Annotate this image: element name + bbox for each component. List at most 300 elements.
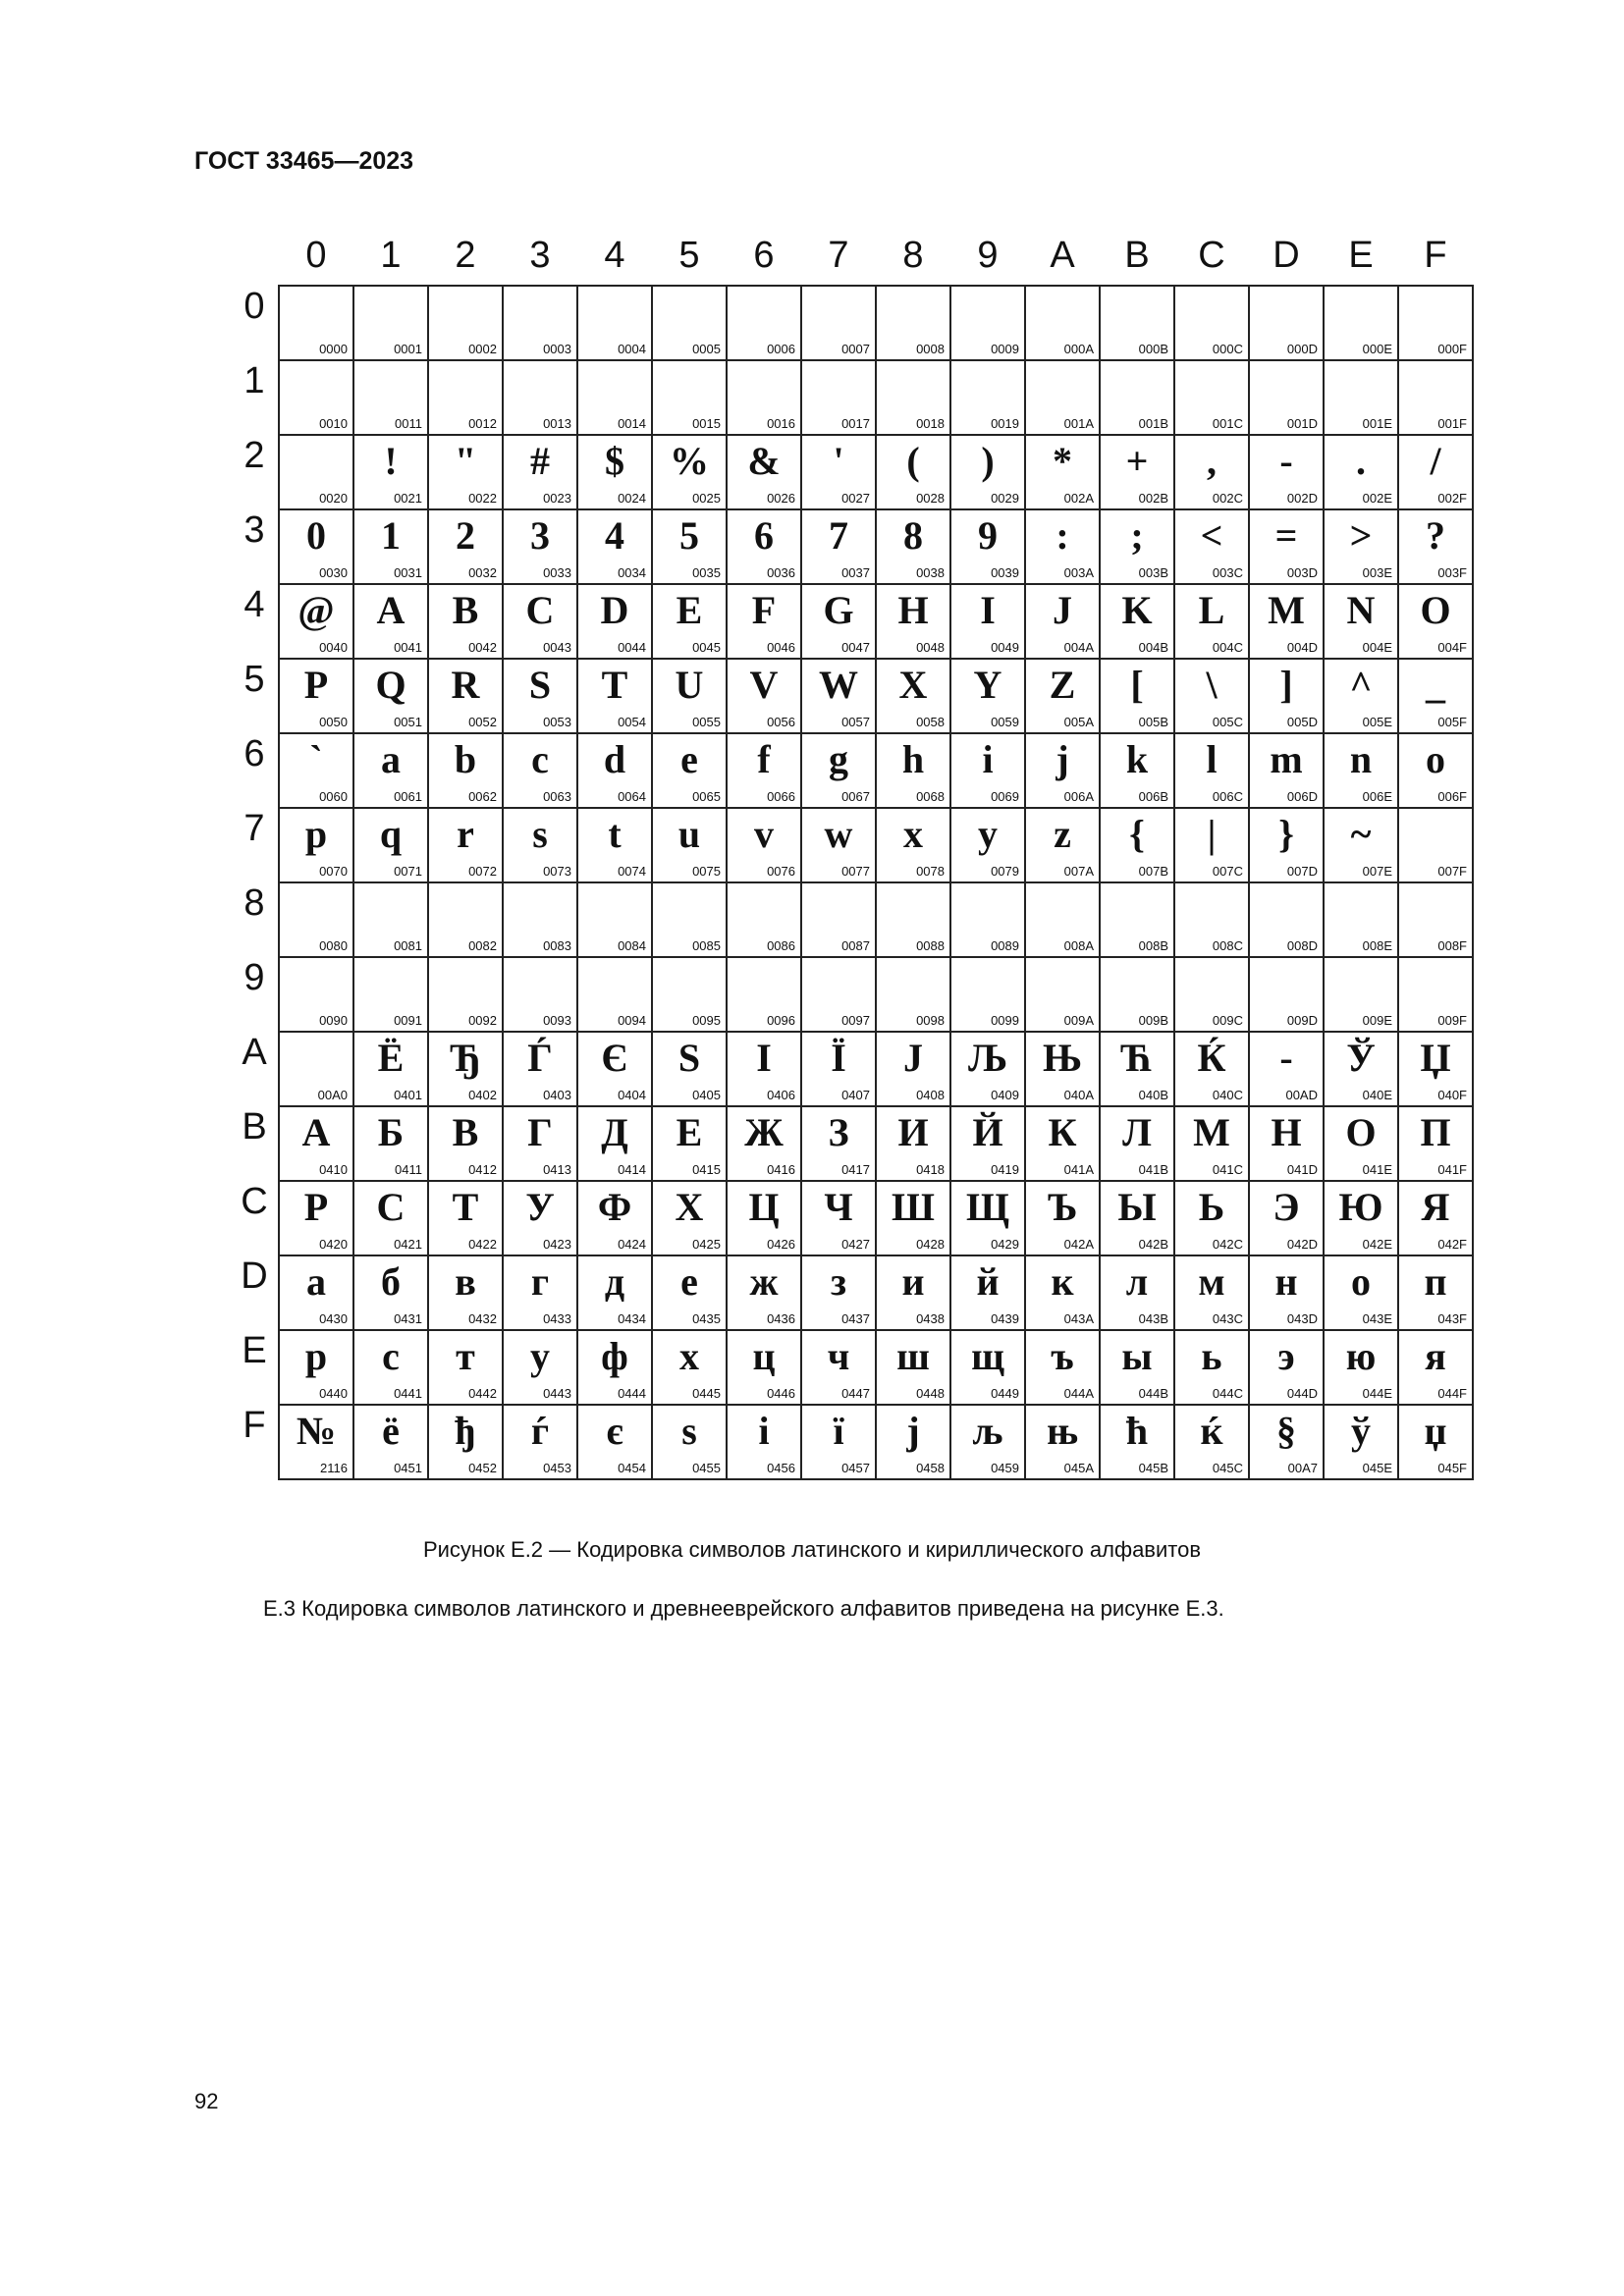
character-code: 0457 <box>841 1461 870 1475</box>
code-cell <box>280 1182 354 1256</box>
character-code: 0035 <box>692 565 721 580</box>
code-cell <box>1250 1406 1325 1480</box>
character-glyph: ћ <box>1125 1409 1149 1453</box>
character-glyph: ф <box>601 1334 628 1378</box>
character-glyph: B <box>452 588 479 632</box>
character-code: 041C <box>1212 1162 1243 1177</box>
code-cell <box>951 958 1026 1033</box>
character-code: 005E <box>1362 715 1392 729</box>
character-code: 0048 <box>916 640 945 655</box>
character-code: 0075 <box>692 864 721 879</box>
character-code: 000F <box>1437 342 1467 356</box>
character-code: 006C <box>1212 789 1243 804</box>
code-cell <box>504 1256 578 1331</box>
character-code: 005B <box>1138 715 1168 729</box>
code-cell <box>280 361 354 436</box>
character-glyph: I <box>980 588 996 632</box>
character-glyph: r <box>457 812 474 856</box>
character-code: 0085 <box>692 938 721 953</box>
character-code: 006B <box>1138 789 1168 804</box>
character-glyph: , <box>1207 439 1217 483</box>
character-code: 042D <box>1286 1237 1318 1252</box>
code-cell <box>877 436 951 510</box>
code-cell <box>1250 809 1325 883</box>
code-cell <box>429 734 504 809</box>
character-code: 0424 <box>618 1237 646 1252</box>
character-code: 041A <box>1063 1162 1094 1177</box>
column-header: E <box>1348 235 1374 276</box>
character-code: 0414 <box>618 1162 646 1177</box>
code-cell <box>578 958 653 1033</box>
character-code: 045B <box>1138 1461 1168 1475</box>
row-header: 1 <box>244 360 265 401</box>
character-code: 0093 <box>543 1013 571 1028</box>
character-glyph: ] <box>1279 663 1293 707</box>
code-cell <box>354 287 429 361</box>
character-code: 045C <box>1212 1461 1243 1475</box>
character-code: 041E <box>1362 1162 1392 1177</box>
code-cell <box>1250 660 1325 734</box>
code-cell <box>1101 1182 1175 1256</box>
code-cell <box>280 809 354 883</box>
character-code: 0060 <box>319 789 348 804</box>
code-cell <box>951 660 1026 734</box>
character-code: 005C <box>1212 715 1243 729</box>
character-code: 0417 <box>841 1162 870 1177</box>
code-cell <box>653 510 728 585</box>
character-glyph: C <box>525 588 555 632</box>
code-cell <box>1325 436 1399 510</box>
character-glyph: ї <box>833 1409 844 1453</box>
code-cell <box>877 287 951 361</box>
code-cell <box>802 1331 877 1406</box>
character-glyph: q <box>379 812 403 856</box>
character-code: 004A <box>1063 640 1094 655</box>
character-code: 0036 <box>767 565 795 580</box>
character-code: 0402 <box>468 1088 497 1102</box>
character-glyph: Х <box>675 1185 704 1229</box>
column-header: 4 <box>604 235 625 276</box>
code-cell <box>1101 883 1175 958</box>
code-cell <box>1101 510 1175 585</box>
character-glyph: l <box>1206 737 1218 781</box>
code-cell <box>1325 510 1399 585</box>
character-glyph: х <box>679 1334 699 1378</box>
character-code: 0056 <box>767 715 795 729</box>
code-cell <box>653 436 728 510</box>
character-glyph: р <box>304 1334 328 1378</box>
character-glyph: ( <box>906 439 920 483</box>
character-glyph: Г <box>527 1110 553 1154</box>
row-header: 6 <box>244 733 265 774</box>
character-code: 0418 <box>916 1162 945 1177</box>
code-cell <box>951 1033 1026 1107</box>
code-cell <box>1399 361 1474 436</box>
character-glyph: ё <box>382 1409 400 1453</box>
code-cell <box>578 809 653 883</box>
character-code: 0031 <box>394 565 422 580</box>
code-cell <box>578 660 653 734</box>
character-code: 001E <box>1362 416 1392 431</box>
code-cell <box>1175 809 1250 883</box>
code-cell <box>1250 734 1325 809</box>
column-header: C <box>1198 235 1225 276</box>
character-code: 0078 <box>916 864 945 879</box>
code-cell <box>1399 809 1474 883</box>
code-cell <box>429 287 504 361</box>
character-code: 0453 <box>543 1461 571 1475</box>
character-code: 0003 <box>543 342 571 356</box>
code-cell <box>1399 734 1474 809</box>
character-code: 0434 <box>618 1311 646 1326</box>
code-cell <box>504 660 578 734</box>
character-code: 0038 <box>916 565 945 580</box>
code-cell <box>877 958 951 1033</box>
code-cell <box>1325 361 1399 436</box>
character-glyph: _ <box>1426 663 1445 707</box>
code-cell <box>1325 660 1399 734</box>
code-cell <box>877 510 951 585</box>
character-code: 0063 <box>543 789 571 804</box>
character-code: 0022 <box>468 491 497 506</box>
character-code: 0059 <box>991 715 1019 729</box>
code-cell <box>1026 809 1101 883</box>
character-code: 008B <box>1138 938 1168 953</box>
character-code: 0073 <box>543 864 571 879</box>
character-code: 000E <box>1362 342 1392 356</box>
character-glyph: } <box>1278 812 1294 856</box>
character-glyph: ) <box>981 439 995 483</box>
character-code: 003B <box>1138 565 1168 580</box>
code-cell <box>1399 436 1474 510</box>
character-glyph: ` <box>309 737 323 781</box>
code-cell <box>802 361 877 436</box>
character-glyph: в <box>455 1259 476 1304</box>
character-code: 0092 <box>468 1013 497 1028</box>
character-glyph: Ї <box>831 1036 846 1080</box>
code-cell <box>1026 734 1101 809</box>
character-code: 0015 <box>692 416 721 431</box>
character-code: 005F <box>1437 715 1467 729</box>
code-cell <box>429 1406 504 1480</box>
code-cell <box>578 585 653 660</box>
character-glyph: Р <box>303 1185 329 1229</box>
code-cell <box>1175 287 1250 361</box>
code-cell <box>1250 1033 1325 1107</box>
code-cell <box>1026 361 1101 436</box>
character-glyph: o <box>1426 737 1445 781</box>
character-code: 042F <box>1437 1237 1467 1252</box>
character-code: 008A <box>1063 938 1094 953</box>
code-cell <box>1026 1406 1101 1480</box>
code-cell <box>1325 883 1399 958</box>
character-code: 001C <box>1212 416 1243 431</box>
code-cell <box>1175 1331 1250 1406</box>
character-code: 041F <box>1437 1162 1467 1177</box>
character-glyph: А <box>301 1110 331 1154</box>
character-code: 044E <box>1362 1386 1392 1401</box>
column-header: F <box>1424 235 1447 276</box>
character-glyph: Н <box>1271 1110 1302 1154</box>
code-cell <box>653 809 728 883</box>
character-glyph: a <box>381 737 401 781</box>
character-code: 0423 <box>543 1237 571 1252</box>
character-glyph: м <box>1198 1259 1225 1304</box>
character-code: 004D <box>1286 640 1318 655</box>
character-glyph: щ <box>971 1334 1004 1378</box>
code-cell <box>429 585 504 660</box>
character-glyph: ѕ <box>681 1409 697 1453</box>
code-cell <box>280 436 354 510</box>
code-cell <box>1175 1182 1250 1256</box>
code-cell <box>653 883 728 958</box>
code-grid <box>278 285 1474 1480</box>
character-code: 0432 <box>468 1311 497 1326</box>
code-cell <box>1175 361 1250 436</box>
character-code: 0091 <box>394 1013 422 1028</box>
character-code: 0014 <box>618 416 646 431</box>
code-cell <box>877 660 951 734</box>
code-cell <box>951 1107 1026 1182</box>
character-code: 009B <box>1138 1013 1168 1028</box>
code-cell <box>578 287 653 361</box>
character-glyph: . <box>1356 439 1366 483</box>
code-cell <box>578 436 653 510</box>
character-code: 045A <box>1063 1461 1094 1475</box>
code-cell <box>1399 1406 1474 1480</box>
character-code: 0411 <box>395 1162 422 1177</box>
column-header: 5 <box>678 235 700 276</box>
code-cell <box>653 958 728 1033</box>
character-code: 0049 <box>991 640 1019 655</box>
character-glyph: 8 <box>903 513 923 558</box>
character-code: 0458 <box>916 1461 945 1475</box>
character-code: 043A <box>1063 1311 1094 1326</box>
character-glyph: ў <box>1351 1409 1371 1453</box>
code-cell <box>1101 287 1175 361</box>
character-code: 0459 <box>991 1461 1019 1475</box>
character-glyph: В <box>452 1110 479 1154</box>
code-cell <box>1026 1256 1101 1331</box>
code-cell <box>802 809 877 883</box>
code-cell <box>802 436 877 510</box>
code-cell <box>504 883 578 958</box>
code-cell <box>802 883 877 958</box>
character-glyph: c <box>531 737 549 781</box>
character-glyph: ' <box>833 439 844 483</box>
character-code: 040A <box>1063 1088 1094 1102</box>
code-cell <box>1399 1331 1474 1406</box>
code-cell <box>1175 660 1250 734</box>
code-cell <box>280 958 354 1033</box>
character-code: 0072 <box>468 864 497 879</box>
column-header: D <box>1272 235 1300 276</box>
character-glyph: W <box>819 663 858 707</box>
code-cell <box>578 1033 653 1107</box>
character-code: 0070 <box>319 864 348 879</box>
code-cell <box>1399 1107 1474 1182</box>
character-glyph: u <box>677 812 701 856</box>
code-cell <box>728 883 802 958</box>
code-cell <box>877 361 951 436</box>
column-header: 1 <box>380 235 402 276</box>
character-code: 0083 <box>543 938 571 953</box>
character-code: 0407 <box>841 1088 870 1102</box>
character-glyph: ч <box>827 1334 850 1378</box>
character-code: 0008 <box>916 342 945 356</box>
code-cell <box>802 1033 877 1107</box>
character-code: 0409 <box>991 1088 1019 1102</box>
code-cell <box>802 958 877 1033</box>
code-cell <box>429 510 504 585</box>
character-code: 0013 <box>543 416 571 431</box>
row-header: A <box>242 1032 267 1073</box>
character-glyph: Ј <box>903 1036 923 1080</box>
code-cell <box>1399 660 1474 734</box>
character-code: 008F <box>1437 938 1467 953</box>
character-glyph: h <box>901 737 925 781</box>
character-code: 0427 <box>841 1237 870 1252</box>
character-glyph: E <box>676 588 703 632</box>
code-cell <box>354 510 429 585</box>
code-cell <box>1101 436 1175 510</box>
code-cell <box>1026 1331 1101 1406</box>
code-cell <box>653 734 728 809</box>
code-cell <box>877 1331 951 1406</box>
code-cell <box>354 436 429 510</box>
code-cell <box>728 1406 802 1480</box>
character-glyph: ъ <box>1051 1334 1074 1378</box>
code-cell <box>653 1331 728 1406</box>
code-cell <box>1250 1256 1325 1331</box>
code-cell <box>728 660 802 734</box>
character-code: 0050 <box>319 715 348 729</box>
code-cell <box>1101 734 1175 809</box>
code-cell <box>1325 287 1399 361</box>
code-cell <box>1026 436 1101 510</box>
code-cell <box>354 883 429 958</box>
character-glyph: w <box>824 812 853 856</box>
row-header: 5 <box>244 659 265 700</box>
code-cell <box>578 1107 653 1182</box>
character-code: 0006 <box>767 342 795 356</box>
character-code: 0454 <box>618 1461 646 1475</box>
code-cell <box>653 1406 728 1480</box>
character-code: 0037 <box>841 565 870 580</box>
code-cell <box>504 510 578 585</box>
character-code: 0030 <box>319 565 348 580</box>
code-cell <box>280 585 354 660</box>
character-code: 0440 <box>319 1386 348 1401</box>
character-code: 0435 <box>692 1311 721 1326</box>
character-glyph: ж <box>749 1259 779 1304</box>
character-code: 0007 <box>841 342 870 356</box>
character-code: 008E <box>1362 938 1392 953</box>
column-header: 3 <box>529 235 551 276</box>
character-code: 0028 <box>916 491 945 506</box>
character-glyph: Ѕ <box>677 1036 701 1080</box>
code-cell <box>877 1033 951 1107</box>
character-code: 0437 <box>841 1311 870 1326</box>
character-code: 0082 <box>468 938 497 953</box>
character-glyph: и <box>901 1259 925 1304</box>
character-code: 0067 <box>841 789 870 804</box>
code-cell <box>429 1182 504 1256</box>
code-cell <box>354 1406 429 1480</box>
character-glyph: ы <box>1121 1334 1153 1378</box>
character-code: 0099 <box>991 1013 1019 1028</box>
character-glyph: H <box>897 588 929 632</box>
character-glyph: к <box>1051 1259 1074 1304</box>
character-code: 009F <box>1437 1013 1467 1028</box>
character-glyph: \ <box>1206 663 1218 707</box>
character-code: 004E <box>1362 640 1392 655</box>
character-code: 0452 <box>468 1461 497 1475</box>
character-code: 003D <box>1286 565 1318 580</box>
code-cell <box>1026 1033 1101 1107</box>
character-code: 0403 <box>543 1088 571 1102</box>
code-cell <box>951 1256 1026 1331</box>
row-header: E <box>242 1330 267 1371</box>
character-code: 0416 <box>767 1162 795 1177</box>
code-cell <box>728 958 802 1033</box>
character-glyph: Ќ <box>1197 1036 1226 1080</box>
code-cell <box>280 883 354 958</box>
character-glyph: K <box>1121 588 1153 632</box>
character-code: 0043 <box>543 640 571 655</box>
character-code: 009C <box>1212 1013 1243 1028</box>
character-code: 0044 <box>618 640 646 655</box>
character-glyph: < <box>1200 513 1223 558</box>
character-code: 043F <box>1437 1311 1467 1326</box>
code-cell <box>1175 1256 1250 1331</box>
code-cell <box>429 660 504 734</box>
character-glyph: s <box>532 812 548 856</box>
character-code: 0420 <box>319 1237 348 1252</box>
character-code: 040E <box>1362 1088 1392 1102</box>
code-cell <box>578 1331 653 1406</box>
code-cell <box>877 1256 951 1331</box>
code-cell <box>728 361 802 436</box>
row-header: 7 <box>244 808 265 849</box>
code-cell <box>1175 1107 1250 1182</box>
character-code: 0053 <box>543 715 571 729</box>
character-glyph: С <box>376 1185 406 1229</box>
code-cell <box>877 734 951 809</box>
character-code: 0058 <box>916 715 945 729</box>
code-cell <box>354 1256 429 1331</box>
character-glyph: ј <box>906 1409 920 1453</box>
column-header: B <box>1124 235 1150 276</box>
code-cell <box>1250 1107 1325 1182</box>
character-glyph: $ <box>605 439 624 483</box>
code-cell <box>504 436 578 510</box>
character-code: 0441 <box>394 1386 422 1401</box>
character-code: 002E <box>1362 491 1392 506</box>
code-cell <box>504 958 578 1033</box>
character-code: 0097 <box>841 1013 870 1028</box>
code-cell <box>1101 660 1175 734</box>
code-cell <box>429 1033 504 1107</box>
character-code: 0011 <box>395 416 422 431</box>
code-cell <box>1175 1406 1250 1480</box>
character-code: 042C <box>1212 1237 1243 1252</box>
character-code: 043E <box>1362 1311 1392 1326</box>
character-glyph: n <box>1349 737 1373 781</box>
character-code: 042B <box>1138 1237 1168 1252</box>
character-code: 0406 <box>767 1088 795 1102</box>
code-cell <box>429 883 504 958</box>
